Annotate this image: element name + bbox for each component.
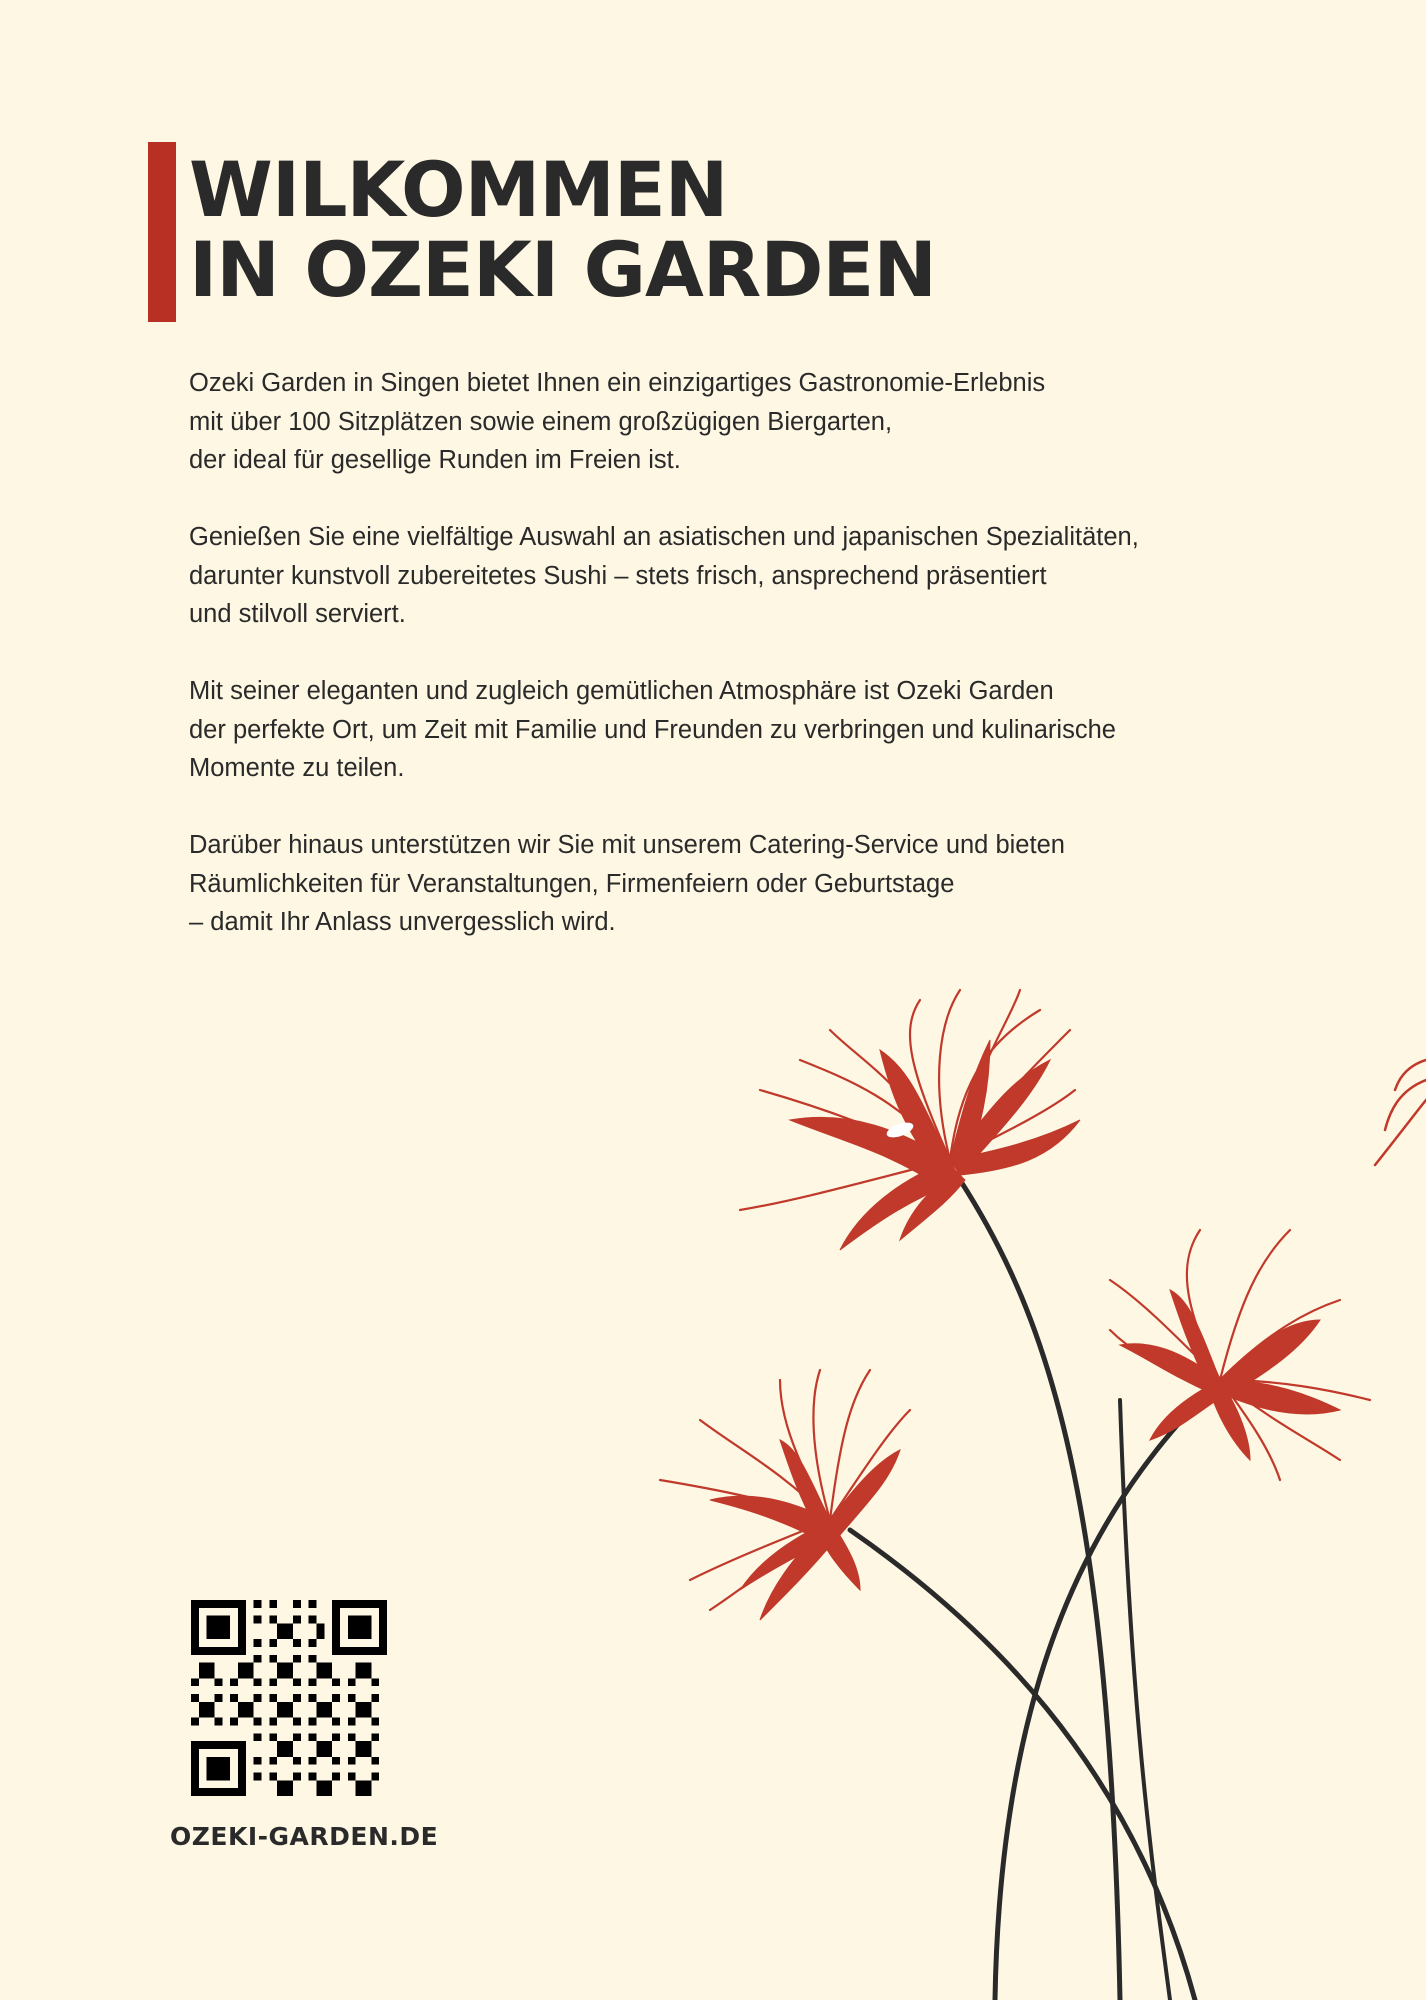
qr-module — [316, 1631, 324, 1639]
qr-module — [215, 1624, 223, 1632]
qr-module — [238, 1616, 246, 1624]
qr-module — [191, 1639, 199, 1647]
qr-module — [215, 1631, 223, 1639]
qr-module — [277, 1624, 285, 1632]
qr-module — [371, 1757, 379, 1765]
qr-module — [332, 1624, 340, 1632]
qr-module — [246, 1671, 254, 1679]
qr-module — [238, 1749, 246, 1757]
page-title-line-1: WILKOMMEN — [189, 145, 728, 234]
qr-module — [238, 1600, 246, 1608]
qr-module — [230, 1718, 238, 1726]
qr-module — [379, 1647, 387, 1655]
qr-module — [215, 1678, 223, 1686]
qr-module — [199, 1741, 207, 1749]
paragraph-line: darunter kunstvoll zubereitetes Sushi – stets frisch, ansprechend präsentiert — [189, 561, 1047, 590]
qr-module — [238, 1663, 246, 1671]
qr-module — [285, 1710, 293, 1718]
qr-module — [324, 1663, 332, 1671]
qr-module — [285, 1624, 293, 1632]
qr-module — [238, 1671, 246, 1679]
paragraph-line: und stilvoll serviert. — [189, 600, 406, 628]
qr-module — [348, 1718, 356, 1726]
qr-module — [207, 1702, 215, 1710]
qr-module — [324, 1741, 332, 1749]
flower-stem — [995, 1390, 1210, 2000]
qr-module — [254, 1655, 262, 1663]
qr-module — [191, 1772, 199, 1780]
qr-module — [199, 1600, 207, 1608]
qr-module — [191, 1694, 199, 1702]
qr-module — [215, 1616, 223, 1624]
qr-module — [191, 1631, 199, 1639]
qr-module — [371, 1733, 379, 1741]
qr-module — [348, 1733, 356, 1741]
qr-module — [332, 1600, 340, 1608]
qr-module — [363, 1600, 371, 1608]
qr-module — [269, 1678, 277, 1686]
qr-module — [238, 1788, 246, 1796]
qr-module — [285, 1631, 293, 1639]
qr-module — [246, 1710, 254, 1718]
qr-module — [379, 1631, 387, 1639]
qr-module — [230, 1647, 238, 1655]
qr-module — [316, 1624, 324, 1632]
qr-module — [215, 1694, 223, 1702]
qr-module — [246, 1663, 254, 1671]
qr-module — [285, 1788, 293, 1796]
qr-module — [238, 1765, 246, 1773]
qr-module — [363, 1749, 371, 1757]
qr-module — [238, 1780, 246, 1788]
qr-module — [191, 1741, 199, 1749]
qr-module — [277, 1780, 285, 1788]
qr-module — [238, 1702, 246, 1710]
qr-module — [363, 1780, 371, 1788]
qr-module — [215, 1600, 223, 1608]
qr-module — [293, 1600, 301, 1608]
qr-module — [238, 1631, 246, 1639]
qr-module — [269, 1772, 277, 1780]
qr-module — [379, 1624, 387, 1632]
paragraph-line: Ozeki Garden in Singen bietet Ihnen ein einzigartiges Gastronomie-Erlebnis — [189, 369, 1046, 397]
qr-module — [207, 1710, 215, 1718]
qr-module — [356, 1741, 364, 1749]
qr-module — [356, 1600, 364, 1608]
qr-module — [254, 1757, 262, 1765]
qr-module — [254, 1616, 262, 1624]
qr-module — [254, 1600, 262, 1608]
paragraph-venue — [189, 364, 1269, 480]
paragraph-atmosphere — [189, 672, 1269, 788]
qr-module — [293, 1678, 301, 1686]
qr-module — [324, 1671, 332, 1679]
qr-module — [199, 1788, 207, 1796]
qr-module — [324, 1749, 332, 1757]
qr-module — [222, 1616, 230, 1624]
qr-module — [222, 1788, 230, 1796]
qr-module — [269, 1616, 277, 1624]
qr-module — [277, 1631, 285, 1639]
qr-module — [371, 1600, 379, 1608]
qr-module — [293, 1639, 301, 1647]
qr-module — [222, 1772, 230, 1780]
qr-module — [277, 1702, 285, 1710]
paragraph-line: mit über 100 Sitzplätzen sowie einem großzügigen Biergarten, — [189, 407, 893, 436]
qr-module — [356, 1702, 364, 1710]
qr-module — [222, 1757, 230, 1765]
qr-module — [379, 1639, 387, 1647]
spider-lily-flower-partial — [1375, 1060, 1426, 1165]
qr-module — [356, 1631, 364, 1639]
qr-module — [316, 1788, 324, 1796]
qr-module — [293, 1655, 301, 1663]
page-title — [189, 145, 936, 314]
qr-module — [285, 1780, 293, 1788]
qr-module — [199, 1671, 207, 1679]
qr-module — [238, 1710, 246, 1718]
qr-module — [207, 1624, 215, 1632]
paragraph-line: – damit Ihr Anlass unvergesslich wird. — [189, 908, 616, 936]
qr-module — [199, 1710, 207, 1718]
qr-module — [277, 1710, 285, 1718]
qr-module — [285, 1671, 293, 1679]
qr-module — [316, 1702, 324, 1710]
qr-module — [277, 1749, 285, 1757]
qr-module — [222, 1765, 230, 1773]
qr-module — [348, 1757, 356, 1765]
qr-module — [324, 1710, 332, 1718]
qr-module — [207, 1671, 215, 1679]
qr-module — [316, 1741, 324, 1749]
qr-module — [363, 1741, 371, 1749]
qr-module — [207, 1765, 215, 1773]
qr-module — [348, 1616, 356, 1624]
qr-module — [238, 1772, 246, 1780]
qr-module — [356, 1647, 364, 1655]
qr-module — [285, 1741, 293, 1749]
qr-module — [230, 1741, 238, 1749]
qr-module — [238, 1741, 246, 1749]
qr-module — [238, 1647, 246, 1655]
qr-module — [356, 1671, 364, 1679]
qr-module — [207, 1788, 215, 1796]
qr-module — [238, 1608, 246, 1616]
qr-module — [215, 1647, 223, 1655]
qr-module — [238, 1639, 246, 1647]
qr-module — [254, 1733, 262, 1741]
qr-module — [285, 1702, 293, 1710]
qr-module — [332, 1647, 340, 1655]
qr-module — [309, 1733, 317, 1741]
qr-module — [348, 1624, 356, 1632]
qr-module — [269, 1600, 277, 1608]
qr-module — [191, 1608, 199, 1616]
qr-module — [269, 1733, 277, 1741]
qr-module — [191, 1600, 199, 1608]
qr-module — [191, 1647, 199, 1655]
qr-module — [363, 1624, 371, 1632]
spider-lily-flower-2 — [1110, 1230, 1370, 1480]
qr-module — [293, 1718, 301, 1726]
qr-module — [293, 1733, 301, 1741]
qr-module — [222, 1741, 230, 1749]
qr-module — [348, 1647, 356, 1655]
qr-module — [215, 1765, 223, 1773]
qr-module — [371, 1678, 379, 1686]
qr-module — [309, 1757, 317, 1765]
qr-module — [277, 1741, 285, 1749]
qr-module — [215, 1741, 223, 1749]
title-accent-bar — [148, 142, 176, 322]
qr-module — [356, 1616, 364, 1624]
qr-module — [191, 1788, 199, 1796]
qr-module — [191, 1678, 199, 1686]
qr-module — [207, 1600, 215, 1608]
qr-module — [332, 1772, 340, 1780]
qr-module — [316, 1749, 324, 1757]
flower-stem — [850, 1530, 1195, 2000]
qr-module — [222, 1647, 230, 1655]
qr-module — [285, 1663, 293, 1671]
qr-module — [254, 1772, 262, 1780]
qr-module — [269, 1718, 277, 1726]
qr-module — [379, 1608, 387, 1616]
flower-stem — [960, 1180, 1120, 2000]
qr-module — [207, 1741, 215, 1749]
qr-module — [191, 1616, 199, 1624]
qr-module — [309, 1772, 317, 1780]
paragraph-cuisine — [189, 518, 1269, 634]
qr-module — [363, 1616, 371, 1624]
qr-module — [215, 1788, 223, 1796]
paragraph-catering — [189, 826, 1269, 942]
qr-module — [309, 1694, 317, 1702]
qr-module — [332, 1733, 340, 1741]
qr-module — [269, 1639, 277, 1647]
qr-module — [309, 1639, 317, 1647]
qr-module — [348, 1678, 356, 1686]
qr-module — [246, 1702, 254, 1710]
qr-module — [371, 1694, 379, 1702]
qr-module — [348, 1694, 356, 1702]
qr-module — [316, 1780, 324, 1788]
qr-module — [293, 1757, 301, 1765]
qr-module — [309, 1616, 317, 1624]
qr-module — [324, 1788, 332, 1796]
qr-module — [269, 1655, 277, 1663]
qr-module — [207, 1663, 215, 1671]
qr-module — [371, 1718, 379, 1726]
qr-module — [309, 1600, 317, 1608]
qr-module — [332, 1631, 340, 1639]
qr-module — [230, 1678, 238, 1686]
website-link[interactable]: OZEKI-GARDEN.DE — [170, 1822, 439, 1851]
spider-lily-flower-3 — [660, 1370, 910, 1620]
qr-module — [348, 1772, 356, 1780]
qr-module — [238, 1624, 246, 1632]
qr-module — [332, 1718, 340, 1726]
qr-module — [269, 1694, 277, 1702]
qr-module — [293, 1694, 301, 1702]
intro-text — [189, 364, 1269, 980]
qr-module — [309, 1718, 317, 1726]
paragraph-line: Darüber hinaus unterstützen wir Sie mit unserem Catering-Service und bieten — [189, 831, 1065, 859]
qr-module — [191, 1757, 199, 1765]
qr-module — [191, 1624, 199, 1632]
qr-module — [222, 1600, 230, 1608]
qr-module — [356, 1710, 364, 1718]
qr-module — [222, 1631, 230, 1639]
qr-module — [191, 1749, 199, 1757]
qr-code-icon[interactable] — [191, 1600, 387, 1796]
paragraph-line: Mit seiner eleganten und zugleich gemütlichen Atmosphäre ist Ozeki Garden — [189, 677, 1054, 705]
qr-module — [191, 1718, 199, 1726]
qr-module — [254, 1694, 262, 1702]
qr-module — [363, 1663, 371, 1671]
qr-module — [348, 1600, 356, 1608]
qr-module — [332, 1608, 340, 1616]
qr-module — [238, 1757, 246, 1765]
qr-module — [199, 1647, 207, 1655]
qr-module — [207, 1631, 215, 1639]
qr-module — [293, 1616, 301, 1624]
qr-module — [356, 1624, 364, 1632]
qr-module — [363, 1631, 371, 1639]
qr-module — [379, 1616, 387, 1624]
qr-module — [356, 1788, 364, 1796]
qr-module — [324, 1702, 332, 1710]
qr-module — [332, 1757, 340, 1765]
paragraph-line: der ideal für gesellige Runden im Freien ist. — [189, 446, 681, 474]
qr-module — [285, 1749, 293, 1757]
paragraph-line: Räumlichkeiten für Veranstaltungen, Firmenfeiern oder Geburtstage — [189, 869, 955, 898]
qr-module — [309, 1655, 317, 1663]
qr-module — [363, 1702, 371, 1710]
qr-module — [379, 1600, 387, 1608]
qr-module — [199, 1702, 207, 1710]
qr-module — [363, 1710, 371, 1718]
qr-module — [371, 1647, 379, 1655]
qr-module — [207, 1772, 215, 1780]
qr-module — [332, 1694, 340, 1702]
qr-module — [356, 1663, 364, 1671]
qr-module — [254, 1639, 262, 1647]
qr-module — [316, 1710, 324, 1718]
qr-module — [269, 1757, 277, 1765]
qr-module — [363, 1671, 371, 1679]
qr-module — [363, 1788, 371, 1796]
qr-module — [254, 1678, 262, 1686]
qr-module — [324, 1780, 332, 1788]
qr-module — [332, 1616, 340, 1624]
qr-module — [332, 1678, 340, 1686]
qr-module — [309, 1678, 317, 1686]
qr-module — [356, 1749, 364, 1757]
paragraph-line: Genießen Sie eine vielfältige Auswahl an asiatischen und japanischen Spezialitäten, — [189, 523, 1139, 551]
qr-module — [230, 1788, 238, 1796]
qr-module — [316, 1663, 324, 1671]
qr-module — [332, 1639, 340, 1647]
qr-module — [207, 1616, 215, 1624]
qr-module — [230, 1694, 238, 1702]
qr-module — [277, 1788, 285, 1796]
qr-module — [215, 1718, 223, 1726]
qr-module — [191, 1765, 199, 1773]
spider-lily-flower-1 — [740, 990, 1080, 1250]
qr-module — [199, 1663, 207, 1671]
qr-module — [316, 1671, 324, 1679]
qr-module — [348, 1631, 356, 1639]
paragraph-line: der perfekte Ort, um Zeit mit Familie und Freunden zu verbringen und kulinarische — [189, 715, 1116, 744]
qr-module — [340, 1647, 348, 1655]
qr-module — [215, 1757, 223, 1765]
qr-module — [340, 1600, 348, 1608]
qr-module — [363, 1647, 371, 1655]
qr-module — [277, 1663, 285, 1671]
flower-stem — [1120, 1400, 1170, 2000]
qr-module — [254, 1718, 262, 1726]
qr-module — [222, 1624, 230, 1632]
qr-module — [207, 1647, 215, 1655]
qr-module — [191, 1780, 199, 1788]
qr-module — [277, 1671, 285, 1679]
qr-module — [215, 1772, 223, 1780]
qr-module — [371, 1772, 379, 1780]
qr-module — [230, 1600, 238, 1608]
qr-module — [207, 1757, 215, 1765]
qr-module — [293, 1772, 301, 1780]
paragraph-line: Momente zu teilen. — [189, 754, 405, 782]
qr-module — [356, 1780, 364, 1788]
page-title-line-2: IN OZEKI GARDEN — [189, 225, 936, 314]
